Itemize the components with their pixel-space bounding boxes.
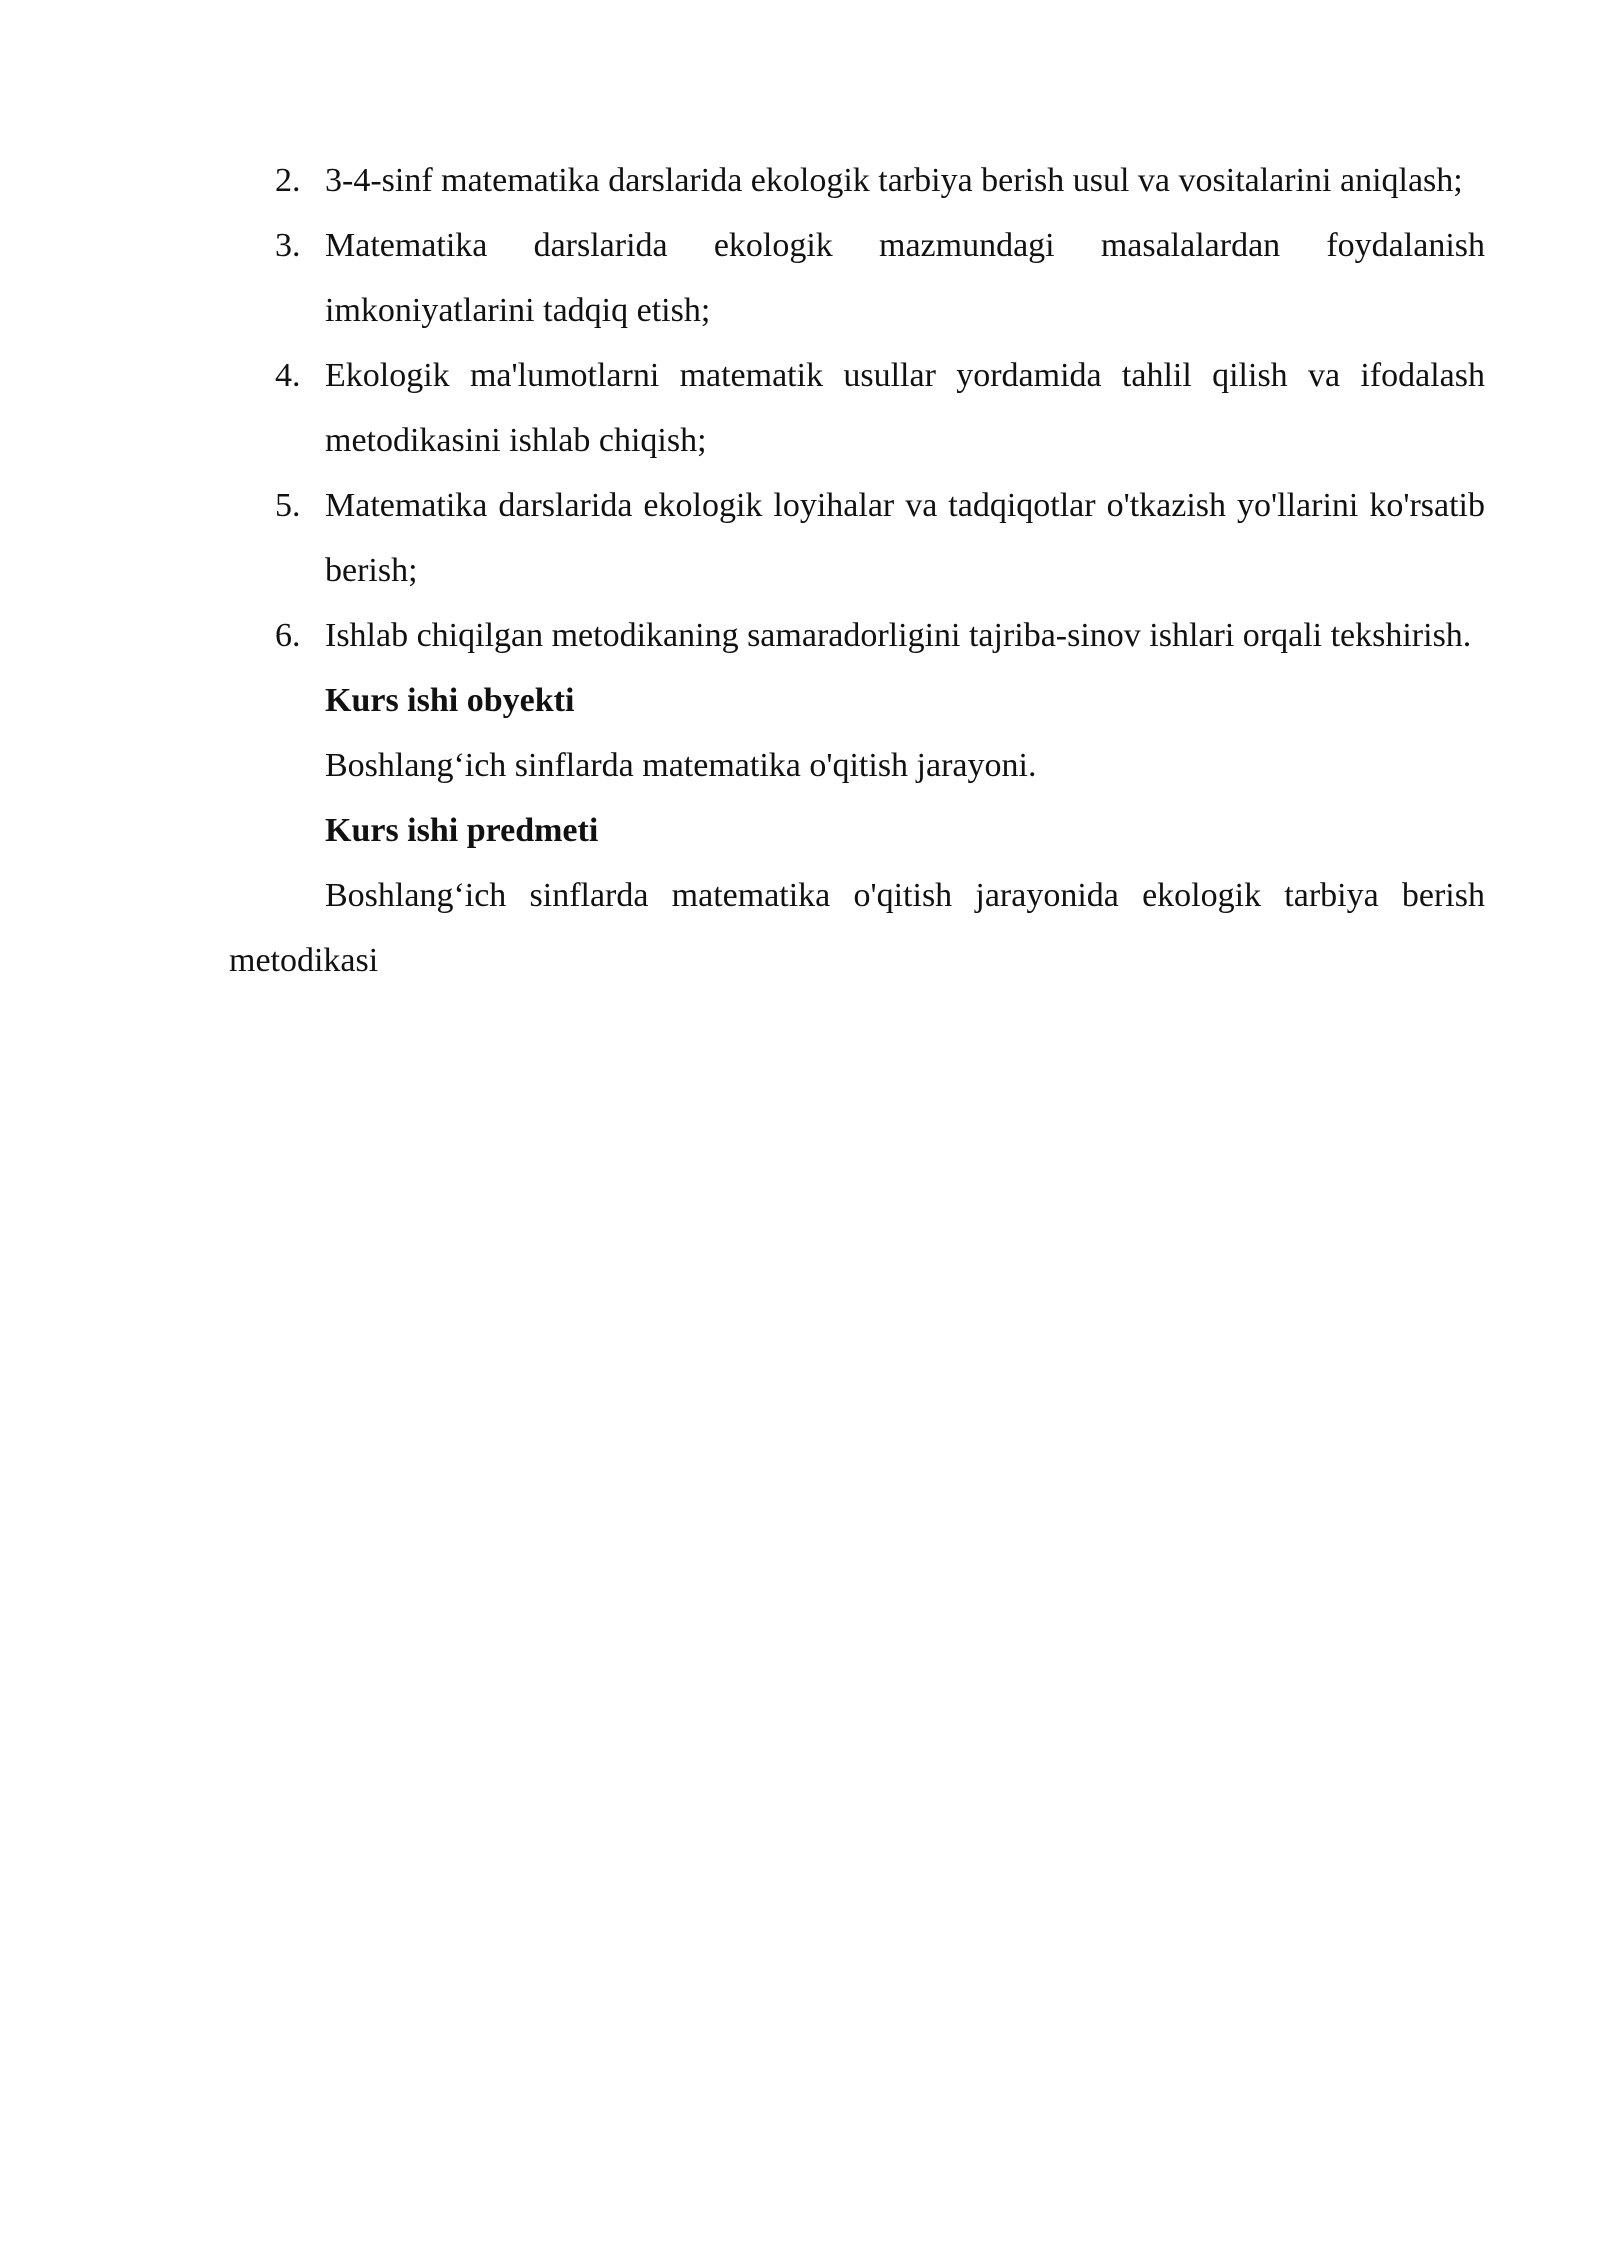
page-content xyxy=(229,148,1485,993)
list-item-number: 6. xyxy=(275,617,301,654)
list-item-text: Ekologik ma'lumotlarni matematik usullar yordamida tahlil qilish va ifodalash metodikasini ishlab chiqish; xyxy=(325,357,1485,459)
list-item xyxy=(229,343,1485,473)
list-item xyxy=(229,148,1485,213)
task-list xyxy=(229,148,1485,668)
object-heading: Kurs ishi obyekti xyxy=(325,682,575,719)
list-item-text: 3-4-sinf matematika darslarida ekologik tarbiya berish usul va vositalarini aniqlash; xyxy=(325,162,1463,199)
list-item-number: 3. xyxy=(275,227,301,264)
list-item xyxy=(229,213,1485,343)
list-item-number: 4. xyxy=(275,357,301,394)
list-item-text: Ishlab chiqilgan metodikaning samaradorligini tajriba-sinov ishlari orqali tekshirish. xyxy=(325,617,1472,654)
subject-heading: Kurs ishi predmeti xyxy=(325,812,599,849)
subject-text: Boshlang‘ich sinflarda matematika o'qitish jarayonida ekologik tarbiya berish metodikasi xyxy=(229,877,1485,979)
list-item xyxy=(229,473,1485,603)
object-text: Boshlang‘ich sinflarda matematika o'qitish jarayoni. xyxy=(325,747,1037,784)
list-item-number: 2. xyxy=(275,162,301,199)
list-item-text: Matematika darslarida ekologik mazmundagi masalalardan foydalanish imkoniyatlarini tadqiq etish; xyxy=(325,227,1485,329)
list-item-number: 5. xyxy=(275,487,301,524)
list-item xyxy=(229,603,1485,668)
list-item-text: Matematika darslarida ekologik loyihalar va tadqiqotlar o'tkazish yo'llarini ko'rsatib berish; xyxy=(325,487,1485,589)
